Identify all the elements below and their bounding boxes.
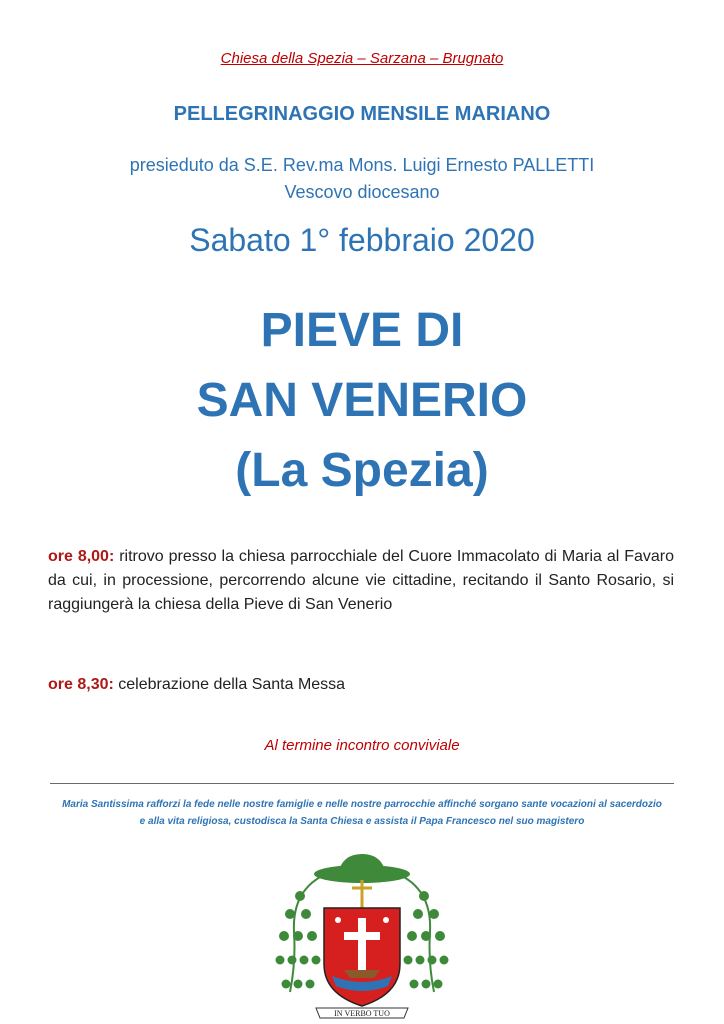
diocese-heading: Chiesa della Spezia – Sarzana – Brugnato <box>220 50 504 67</box>
place-line-1: PIEVE DI <box>260 304 464 357</box>
crest-processional-cross <box>352 880 372 908</box>
divider <box>50 783 674 784</box>
schedule-time: ore 8,30: <box>48 676 114 693</box>
presided-line-2: Vescovo diocesano <box>284 182 440 202</box>
crest-tassels-left <box>276 891 321 989</box>
crest-motto: IN VERBO TUO <box>334 1009 390 1018</box>
schedule-item <box>48 673 674 697</box>
crest-boat-icon <box>344 970 380 978</box>
prayer-text: Maria Santissima rafforzi la fede nelle nostre famiglie e nelle nostre parrocchie affinché sorgano sante vocazioni al sacerdozio e alla vita religiosa, custodisca la Santa Chiesa e assista il Papa Francesco nel suo magistero <box>62 799 662 827</box>
schedule-text: ritrovo presso la chiesa parrocchiale del Cuore Immacolato di Maria al Favaro da cui, in processione, percorrendo alcune vie cittadine, recitando il Santo Rosario, si raggiungerà la chiesa della Pieve di San Venerio <box>48 548 674 613</box>
closing-note: Al termine incontro conviviale <box>264 737 460 754</box>
schedule-text: celebrazione della Santa Messa <box>118 676 346 693</box>
event-date: Sabato 1° febbraio 2020 <box>189 222 535 258</box>
crest-tassels-right <box>404 891 449 989</box>
place-line-3: (La Spezia) <box>235 444 489 497</box>
episcopal-coat-of-arms <box>272 852 452 1022</box>
schedule-item <box>48 545 674 617</box>
event-title: PELLEGRINAGGIO MENSILE MARIANO <box>173 103 551 125</box>
place-line-2: SAN VENERIO <box>196 374 528 427</box>
crest-hat-crown <box>338 854 386 874</box>
schedule-time: ore 8,00: <box>48 548 115 565</box>
presided-by <box>0 152 724 206</box>
presided-line-1: presieduto da S.E. Rev.ma Mons. Luigi Ernesto PALLETTI <box>129 155 595 175</box>
